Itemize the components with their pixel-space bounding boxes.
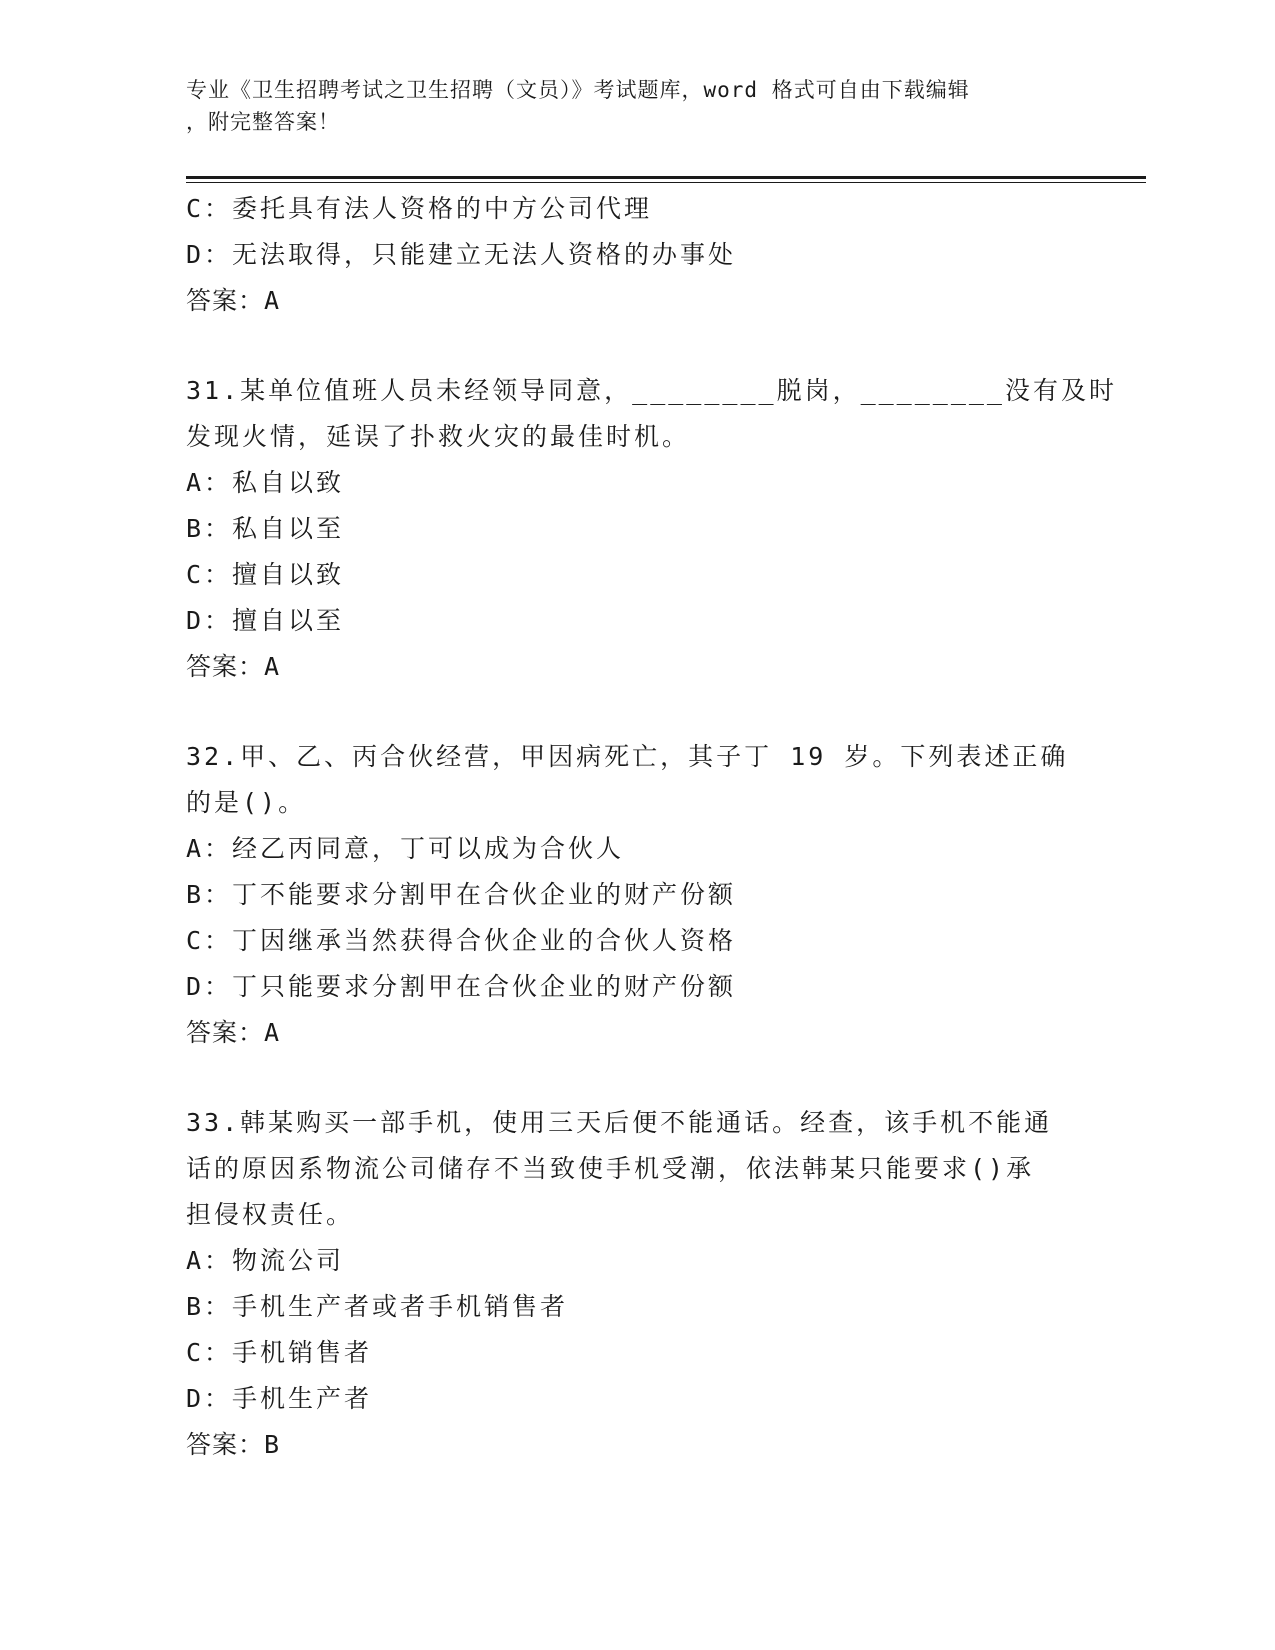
option-a: A：物流公司 [186,1246,345,1275]
option-d: D：擅自以至 [186,606,345,635]
option-d: D：手机生产者 [186,1384,373,1413]
question-31 [186,368,1117,690]
header-rule-thick [186,176,1146,179]
answer-label: 答案：A [186,286,281,315]
option-c: C：擅自以致 [186,560,345,589]
header-line-1: 专业《卫生招聘考试之卫生招聘（文员）》考试题库，word 格式可自由下载编辑 [186,78,970,102]
question-stem-line: 发现火情，延误了扑救火灾的最佳时机。 [186,422,691,451]
option-c: C：委托具有法人资格的中方公司代理 [186,194,653,223]
question-stem-line: 的是()。 [186,788,307,817]
option-b: B：丁不能要求分割甲在合伙企业的财产份额 [186,880,737,909]
option-a: A：私自以致 [186,468,345,497]
option-c: C：手机销售者 [186,1338,373,1367]
question-stem-line: 33.韩某购买一部手机，使用三天后便不能通话。经查，该手机不能通 [186,1108,1053,1137]
prev-question [186,186,1066,324]
question-33 [186,1100,1066,1468]
question-stem-line: 31.某单位值班人员未经领导同意，________脱岗，________没有及时 [186,376,1117,405]
header-line-2: ，附完整答案！ [186,110,340,134]
option-d: D：无法取得，只能建立无法人资格的办事处 [186,240,737,269]
option-b: B：手机生产者或者手机销售者 [186,1292,569,1321]
spacer [186,324,1066,368]
question-stem-line: 32.甲、乙、丙合伙经营，甲因病死亡，其子丁 19 岁。下列表述正确 [186,742,1069,771]
question-stem-line: 担侵权责任。 [186,1200,355,1229]
option-b: B：私自以至 [186,514,345,543]
spacer [186,1056,1066,1100]
spacer [186,690,1066,734]
question-stem-line: 话的原因系物流公司储存不当致使手机受潮，依法韩某只能要求()承 [186,1154,1035,1183]
question-content [186,186,1117,1468]
answer-label: 答案：A [186,652,281,681]
option-d: D：丁只能要求分割甲在合伙企业的财产份额 [186,972,737,1001]
option-a: A：经乙丙同意，丁可以成为合伙人 [186,834,625,863]
option-c: C：丁因继承当然获得合伙企业的合伙人资格 [186,926,737,955]
header-rule-thin [186,182,1146,183]
answer-label: 答案：B [186,1430,281,1459]
question-32 [186,734,1069,1056]
answer-label: 答案：A [186,1018,281,1047]
page-header [186,74,1066,138]
